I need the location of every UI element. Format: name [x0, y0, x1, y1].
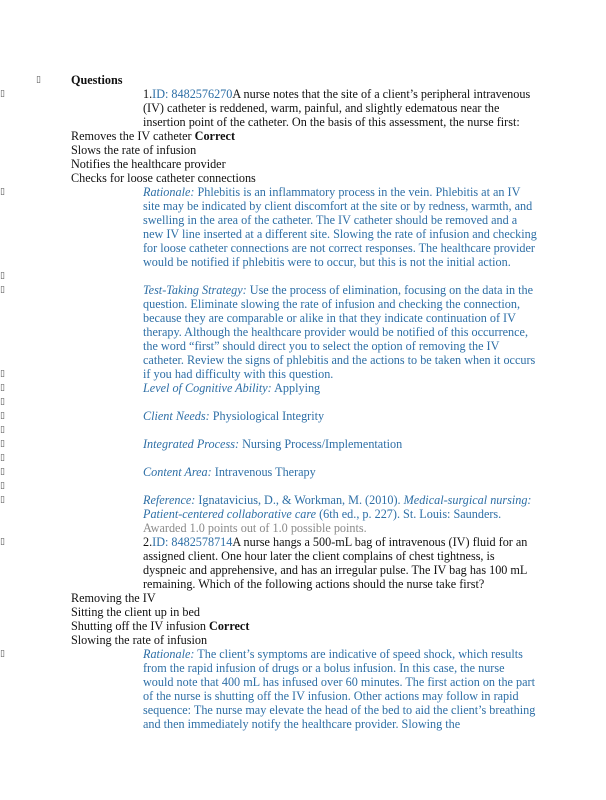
question-1-client-needs: Client Needs: Physiological Integrity	[143, 409, 325, 423]
question-1-reference: Reference: Ignatavicius, D., & Workman, M. (2010). Medical-surgical nursing: Patient-centered collaborative care (6th ed., p. 227). St. Louis: Saunders. Awarded 1.0 points out of 1.0 possible points.	[143, 493, 532, 535]
bullet-icon: ▯	[0, 425, 5, 435]
bullet-icon: ▯	[0, 397, 5, 407]
option-item[interactable]: Removes the IV catheter Correct	[71, 129, 236, 143]
bullet-icon: ▯	[0, 89, 5, 99]
question-1-integrated-process: Integrated Process: Nursing Process/Implementation	[143, 437, 403, 451]
bullet-icon: ▯	[36, 75, 41, 85]
question-number: 2.	[143, 535, 153, 549]
option-item[interactable]: Shutting off the IV infusion Correct	[71, 619, 250, 633]
question-2-stem	[71, 535, 537, 591]
question-1-stem	[71, 87, 537, 129]
correct-badge: Correct	[194, 129, 236, 143]
bullet-icon: ▯	[0, 439, 5, 449]
score-text: Awarded 1.0 points out of 1.0 possible points.	[143, 521, 367, 535]
bullet-icon: ▯	[0, 383, 5, 393]
bullet-icon: ▯	[0, 537, 5, 547]
question-text: A nurse hangs a 500-mL bag of intravenous (IV) fluid for an assigned client. One hour later the client complains of chest tightness, is dyspneic and apprehensive, and has an irregular pulse. The IV bag has 100 mL remaining. Which of the following actions should the nurse take first?	[143, 535, 528, 591]
option-item[interactable]: Slows the rate of infusion	[71, 143, 197, 157]
question-number: 1.	[143, 87, 153, 101]
bullet-icon: ▯	[0, 285, 5, 295]
bullet-icon: ▯	[0, 453, 5, 463]
question-1-strategy: Test-Taking Strategy: Use the process of elimination, focusing on the data in the question. Eliminate slowing the rate of infusion and checking the connection, because they are comparable or alike in that they indicate continuation of IV therapy. Although the healthcare provider would be notified of this occurrence, the word “first” should direct you to select the option of removing the IV catheter. Review the signs of phlebitis and the actions to be taken when it occurs if you had difficulty with this question.	[143, 283, 536, 381]
option-item[interactable]: Checks for loose catheter connections	[71, 171, 256, 185]
correct-badge: Correct	[209, 619, 250, 633]
question-1-cognitive-level: Level of Cognitive Ability: Applying	[143, 381, 321, 395]
option-item[interactable]: Notifies the healthcare provider	[71, 157, 226, 171]
question-text: A nurse notes that the site of a client’s peripheral intravenous (IV) catheter is reddened, warm, painful, and slightly edematous near the insertion point of the catheter. On the basis of this assessment, the nurse first:	[143, 87, 531, 129]
question-id: ID: 8482578714	[152, 535, 233, 549]
option-item[interactable]: Slowing the rate of infusion	[71, 633, 208, 647]
bullet-icon: ▯	[0, 187, 5, 197]
bullet-icon: ▯	[0, 467, 5, 477]
option-item[interactable]: Removing the IV	[71, 591, 156, 605]
question-id: ID: 8482576270	[152, 87, 233, 101]
bullet-icon: ▯	[0, 481, 5, 491]
question-1-options	[71, 129, 537, 185]
question-1-rationale: Rationale: Phlebitis is an inflammatory process in the vein. Phlebitis at an IV site may be indicated by client discomfort at the site or by redness, warmth, and swelling in the area of the catheter. The IV catheter should be removed and a new IV line inserted at a different site. Slowing the rate of infusion and checking for loose catheter connections are not correct responses. The healthcare provider would be notified if phlebitis were to occur, but this is not the initial action.	[143, 185, 537, 269]
bullet-icon: ▯	[0, 271, 5, 281]
bullet-icon: ▯	[0, 369, 5, 379]
reference-title: Medical-surgical nursing: Patient-centered collaborative care	[143, 493, 532, 521]
bullet-icon: ▯	[0, 411, 5, 421]
option-item[interactable]: Sitting the client up in bed	[71, 605, 200, 619]
question-2-options	[71, 591, 537, 647]
bullet-icon: ▯	[0, 649, 5, 659]
section-heading: Questions	[71, 73, 123, 87]
bullet-icon: ▯	[0, 495, 5, 505]
question-2-rationale: Rationale: The client’s symptoms are indicative of speed shock, which results from the rapid infusion of drugs or a bolus infusion. In this case, the nurse would note that 400 mL has infused over 60 minutes. The first action on the part of the nurse is shutting off the IV infusion. Other actions may follow in rapid sequence: The nurse may elevate the head of the bed to aid the client’s breathing and then immediately notify the healthcare provider. Slowing the	[143, 647, 536, 731]
question-1-content-area: Content Area: Intravenous Therapy	[143, 465, 316, 479]
